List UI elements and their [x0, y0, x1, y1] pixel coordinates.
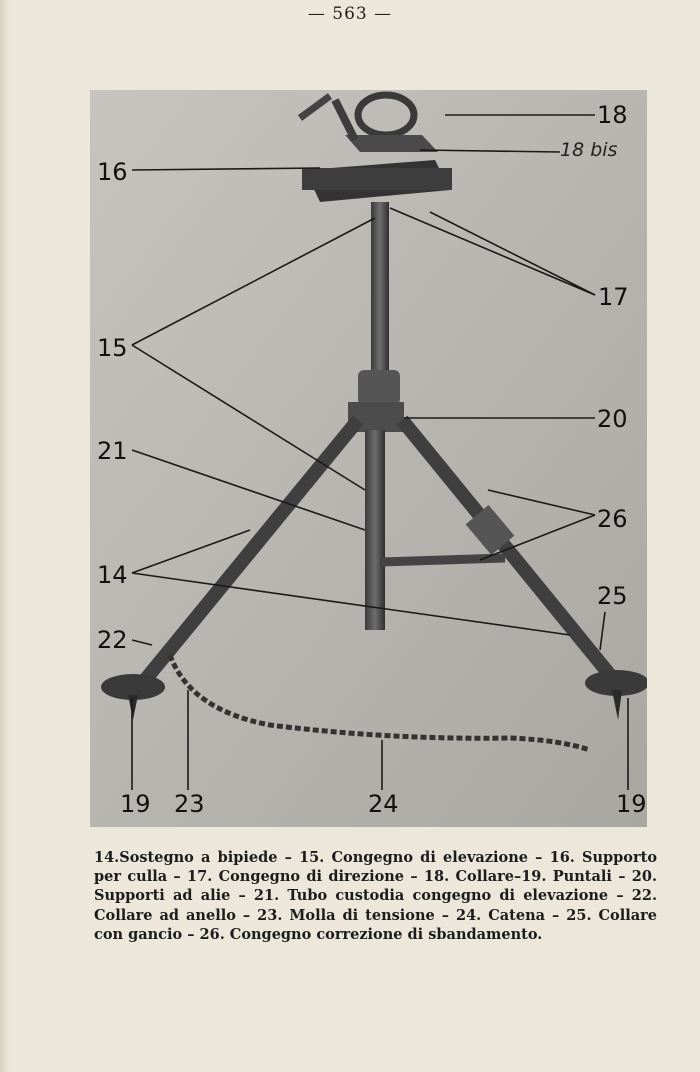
page-edge: [0, 0, 10, 1072]
label-22: 22: [97, 626, 128, 654]
label-23: 23: [174, 790, 205, 818]
label-24: 24: [368, 790, 399, 818]
page-number: — 563 —: [307, 4, 393, 24]
cross-brace: [380, 558, 505, 562]
label-16: 16: [97, 158, 128, 186]
figure-caption: 14.Sostegno a bipiede – 15. Congegno di elevazione – 16. Supporto per culla – 17. Congegno di direzione – 18. Collare–19. Puntali – 20. Supporti ad alie – 21. Tubo custodia congegno di elevazione – 22. Collare ad anello – 23. Molla di tensione – 24. Catena – 25. Collare con gancio – 26. Congegno correzione di sbandamento.: [94, 849, 657, 943]
label-21: 21: [97, 437, 128, 465]
tripod-illustration: [90, 90, 647, 827]
tripod-figure: [90, 90, 647, 827]
label-18: 18: [597, 101, 628, 129]
label-14: 14: [97, 561, 128, 589]
label-19-left: 19: [120, 790, 151, 818]
label-15: 15: [97, 334, 128, 362]
lower-tube: [365, 430, 385, 630]
elevation-collar: [358, 370, 400, 405]
label-20: 20: [597, 405, 628, 433]
elevation-column: [371, 202, 389, 377]
label-19-right: 19: [616, 790, 647, 818]
label-17: 17: [598, 283, 629, 311]
label-18-bis: 18 bis: [560, 139, 618, 161]
label-25: 25: [597, 582, 628, 610]
label-26: 26: [597, 505, 628, 533]
